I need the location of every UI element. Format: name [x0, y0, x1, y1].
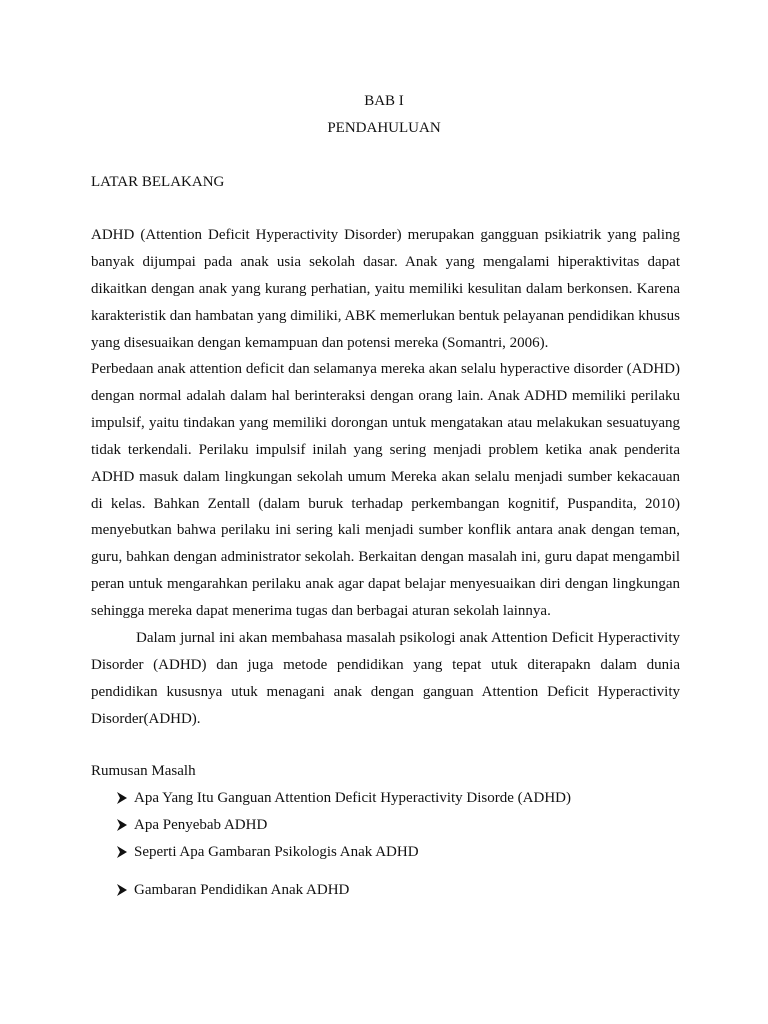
rumusan-item-text: Gambaran Pendidikan Anak ADHD	[134, 882, 350, 898]
rumusan-item-text: Seperti Apa Gambaran Psikologis Anak ADHD	[134, 844, 419, 860]
paragraph-2: Perbedaan anak attention deficit dan selamanya mereka akan selalu hyperactive disorder (ADHD) dengan normal adalah dalam hal berinteraksi dengan orang lain. Anak ADHD memiliki perilaku impulsif, yaitu tindakan yang memiliki dorongan untuk mengatakan atau melakukan sesuatuyang tidak terkendali. Perilaku impulsif inilah yang sering menjadi problem ketika anak penderita ADHD masuk dalam lingkungan sekolah umum Mereka akan selalu menjadi sumber kekacauan di kelas. Bahkan Zentall (dalam buruk terhadap perkembangan kognitif, Puspandita, 2010) menyebutkan bahwa perilaku ini sering kali menjadi sumber konflik antara anak dengan teman, guru, bahkan dengan administrator sekolah. Berkaitan dengan masalah ini, guru dapat mengambil peran untuk mengarahkan perilaku anak agar dapat belajar menyesuaikan diri dengan lingkungan sehingga mereka dapat menerima tugas dan berbagai aturan sekolah lainnya.	[91, 361, 680, 620]
arrowhead-bullet-icon	[116, 845, 128, 859]
chapter-title: PENDAHULUAN	[327, 120, 441, 136]
rumusan-item	[116, 788, 571, 808]
rumusan-title: Rumusan Masalh	[91, 763, 196, 779]
arrowhead-bullet-icon	[116, 883, 128, 897]
paragraph-1: ADHD (Attention Deficit Hyperactivity Disorder) merupakan gangguan psikiatrik yang paling banyak dijumpai pada anak usia sekolah dasar. Anak yang mengalami hiperaktivitas dapat dikaitkan dengan anak yang kurang perhatian, yaitu memiliki kesulitan dalam berkonsen. Karena karakteristik dan hambatan yang dimiliki, ABK memerlukan bentuk pelayanan pendidikan khusus yang disesuaikan dengan kemampuan dan potensi mereka (Somantri, 2006).	[91, 227, 680, 351]
chapter-number: BAB I	[364, 93, 404, 109]
rumusan-item	[116, 815, 267, 835]
arrowhead-bullet-icon	[116, 791, 128, 805]
paragraph-3: Dalam jurnal ini akan membahasa masalah psikologi anak Attention Deficit Hyperactivity Disorder (ADHD) dan juga metode pendidikan yang tepat utuk diterapakn dalam dunia pendidikan kususnya utuk menagani anak dengan ganguan Attention Deficit Hyperactivity Disorder(ADHD).	[91, 630, 680, 727]
section-title: LATAR BELAKANG	[91, 174, 225, 190]
rumusan-item-text: Apa Penyebab ADHD	[134, 817, 268, 833]
rumusan-item-text: Apa Yang Itu Ganguan Attention Deficit Hyperactivity Disorde (ADHD)	[134, 790, 571, 806]
rumusan-item	[116, 842, 419, 862]
arrowhead-bullet-icon	[116, 818, 128, 832]
rumusan-item	[116, 880, 349, 900]
